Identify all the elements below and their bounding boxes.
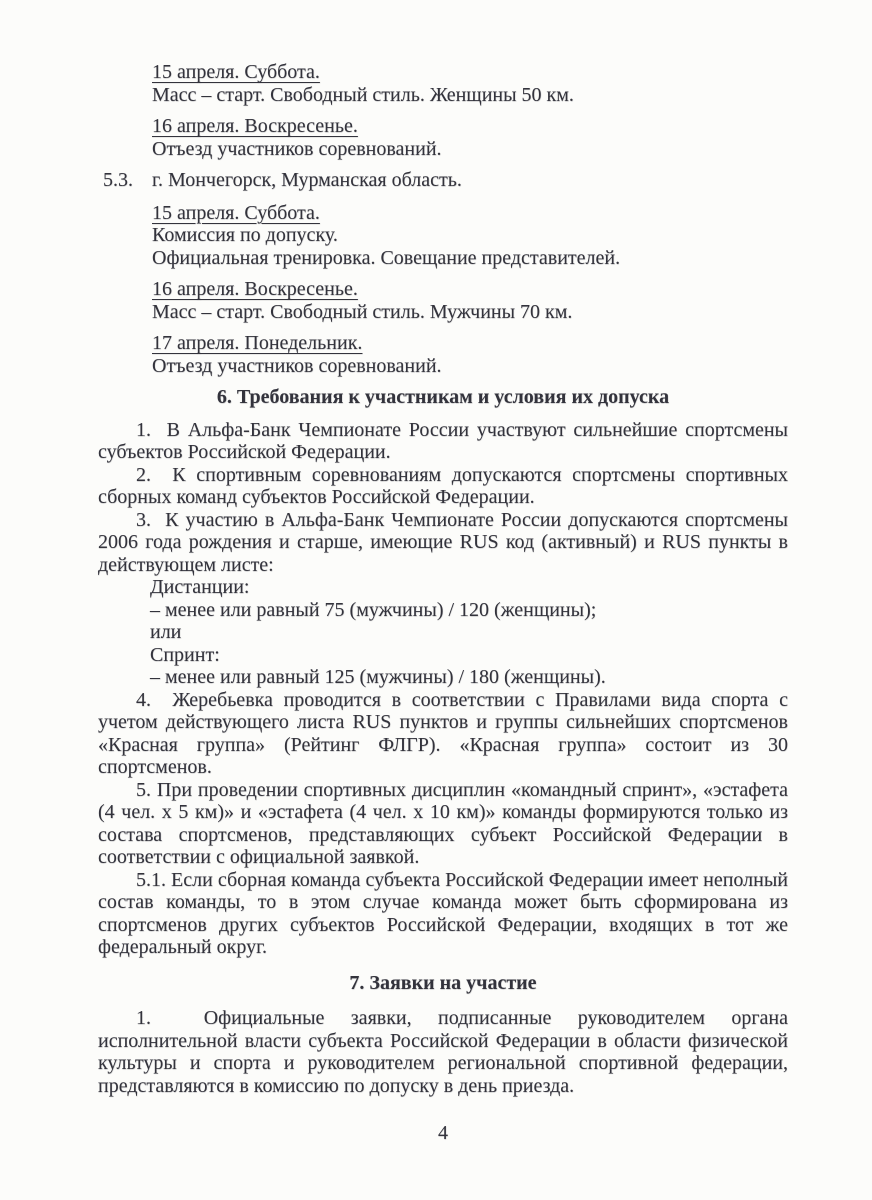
venue-title: г. Мончегорск, Мурманская область. bbox=[152, 169, 462, 191]
schedule-block bbox=[152, 278, 788, 323]
schedule-block bbox=[152, 61, 788, 106]
schedule-line: Комиссия по допуску. bbox=[152, 224, 338, 246]
venue-number: 5.3. bbox=[103, 169, 133, 191]
criteria-line: или bbox=[150, 621, 182, 643]
criteria-line: – менее или равный 75 (мужчины) / 120 (женщины); bbox=[150, 598, 597, 621]
section-6-heading: 6. Требования к участникам и условия их допуска bbox=[216, 386, 670, 408]
schedule-line: Отъезд участников соревнований. bbox=[152, 137, 442, 160]
schedule-line: Масс – старт. Свободный стиль. Женщины 50 км. bbox=[152, 83, 574, 106]
section-6-paragraph-1: 1. В Альфа-Банк Чемпионате России участвуют сильнейшие спортсмены субъектов Российской Федерации. bbox=[98, 418, 788, 463]
section-7-heading: 7. Заявки на участие bbox=[349, 971, 537, 994]
section-6-paragraph-4: 4. Жеребьевка проводится в соответствии с Правилами вида спорта с учетом действующего листа RUS пунктов и группы сильнейших спортсменов «Красная группа» (Рейтинг ФЛГР). «Красная группа» состоит из 30 спортсменов. bbox=[98, 688, 788, 778]
schedule-line: Масс – старт. Свободный стиль. Мужчины 70 км. bbox=[152, 300, 573, 323]
page-number: 4 bbox=[438, 1122, 448, 1144]
date-heading: 17 апреля. Понедельник. bbox=[152, 332, 363, 354]
schedule-block bbox=[152, 202, 788, 270]
schedule-block bbox=[152, 115, 788, 160]
section-6-paragraph-2: 2. К спортивным соревнованиям допускаются спортсмены спортивных сборных команд субъектов Российской Федерации. bbox=[98, 463, 788, 508]
schedule-line: Официальная тренировка. Совещание представителей. bbox=[152, 246, 621, 269]
schedule-block bbox=[152, 332, 788, 377]
date-heading: 15 апреля. Суббота. bbox=[152, 61, 320, 83]
schedule-line: Отъезд участников соревнований. bbox=[152, 354, 442, 377]
date-heading: 16 апреля. Воскресенье. bbox=[152, 278, 358, 300]
section-6-paragraph-3: 3. К участию в Альфа-Банк Чемпионате России допускаются спортсмены 2006 года рождения и старше, имеющие RUS код (активный) и RUS пункты в действующем листе: bbox=[98, 508, 788, 576]
section-6-paragraph-5: 5. При проведении спортивных дисциплин «командный спринт», «эстафета (4 чел. х 5 км)» и «эстафета (4 чел. х 10 км)» команды формируются только из состава спортсменов, представляющих субъект Российской Федерации в соответствии с официальной заявкой. bbox=[98, 778, 788, 868]
venue-row-5-3 bbox=[103, 169, 788, 192]
criteria-line: – менее или равный 125 (мужчины) / 180 (женщины). bbox=[150, 666, 606, 688]
section-6-paragraph-5-1: 5.1. Если сборная команда субъекта Российской Федерации имеет неполный состав команды, то в этом случае команда может быть сформирована из спортсменов других субъектов Российской Федерации, входящих в тот же федеральный округ. bbox=[98, 868, 788, 958]
date-heading: 15 апреля. Суббота. bbox=[152, 201, 320, 224]
qualification-criteria-list bbox=[150, 576, 788, 689]
criteria-line: Дистанции: bbox=[150, 576, 250, 598]
criteria-line: Спринт: bbox=[150, 643, 220, 666]
section-7-paragraph-1: 1. Официальные заявки, подписанные руководителем органа исполнительной власти субъекта Российской Федерации в области физической культуры и спорта и руководителем региональной спортивной федерации, представляются в комиссию по допуску в день приезда. bbox=[98, 1007, 788, 1097]
date-heading: 16 апреля. Воскресенье. bbox=[152, 115, 358, 137]
